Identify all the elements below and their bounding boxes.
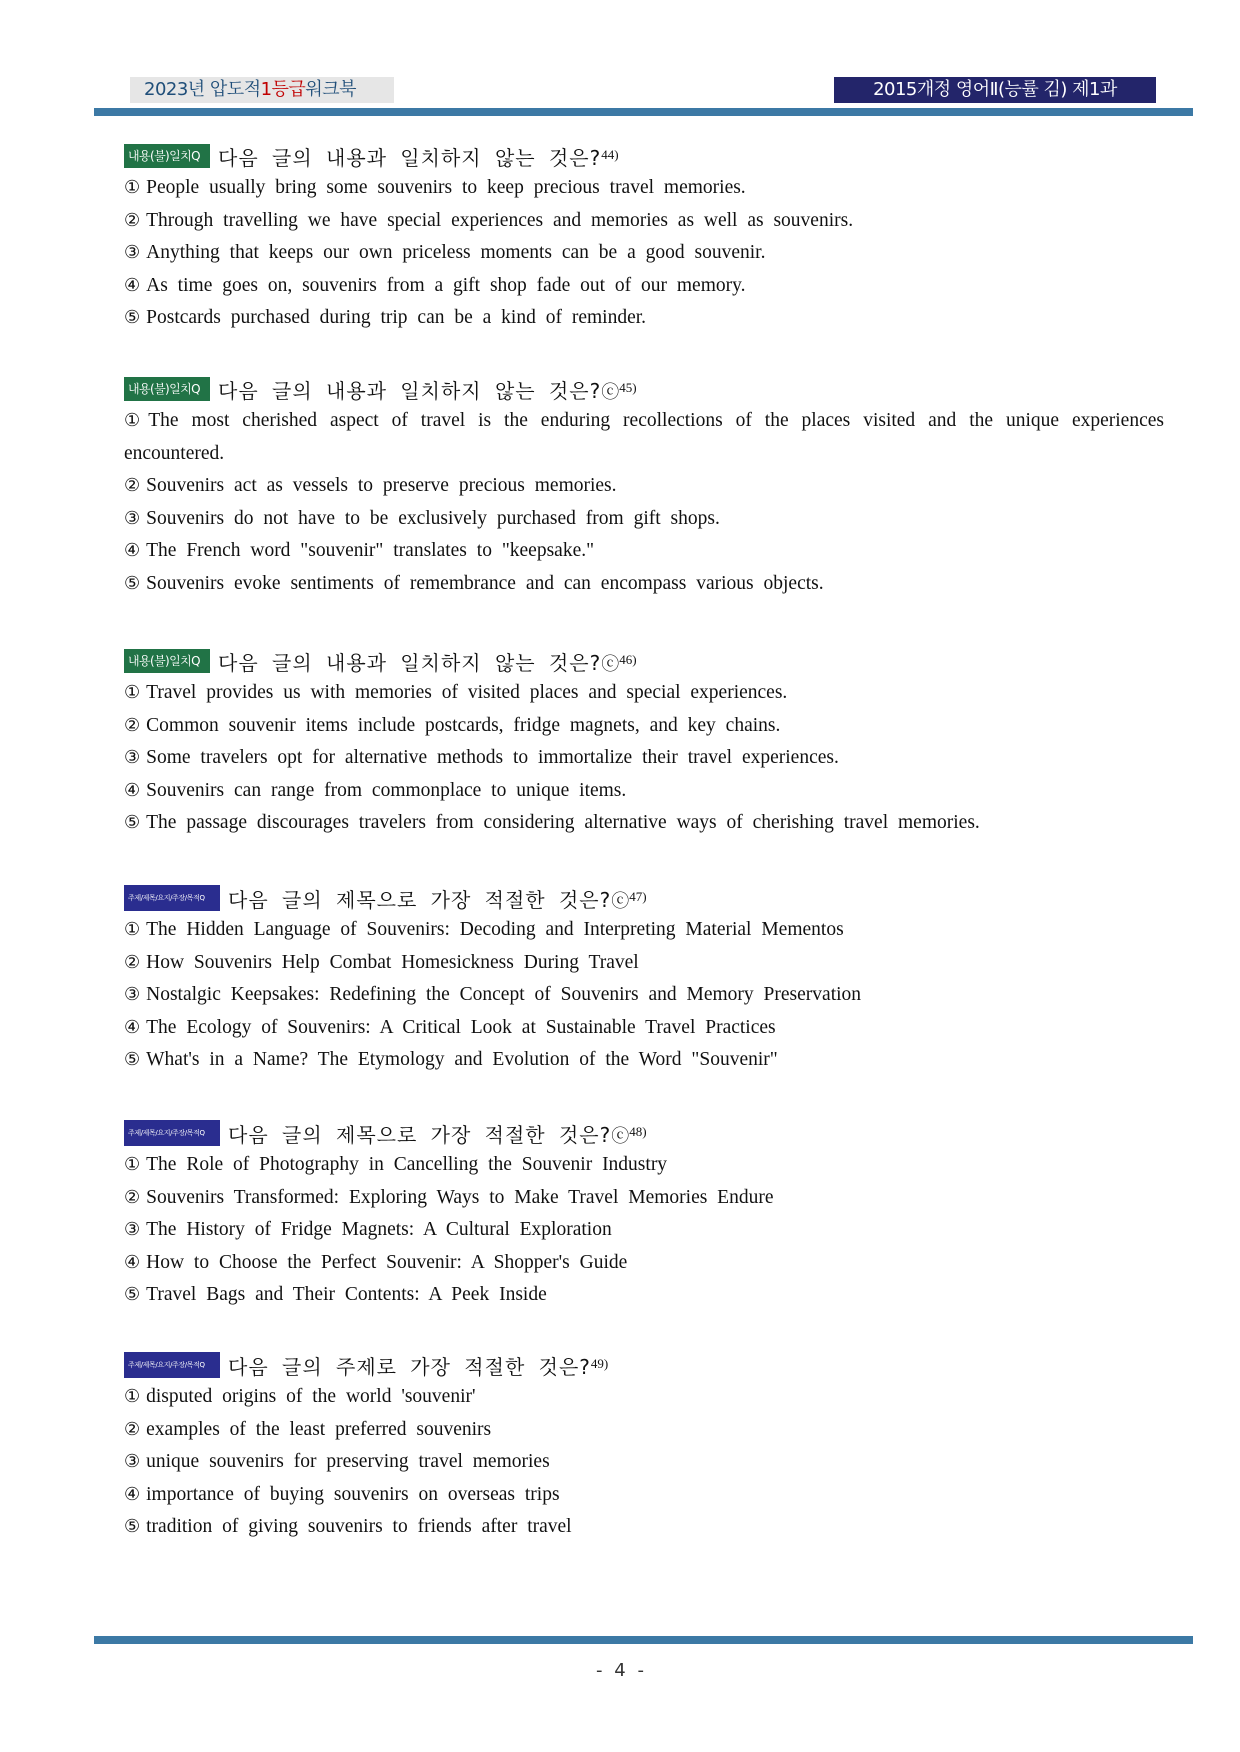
option-text: unique souvenirs for preserving travel memories — [146, 1451, 550, 1472]
question-prompt-text: 다음 글의 내용과 일치하지 않는 것은? — [218, 378, 602, 403]
option-text: The Hidden Language of Souvenirs: Decoding and Interpreting Material Mementos — [146, 919, 844, 940]
option — [124, 535, 1164, 568]
page-number: - 4 - — [596, 1660, 644, 1681]
option-number: ② — [124, 714, 141, 736]
option-number: ③ — [124, 1451, 141, 1472]
workbook-title-year: 2023년 압도적 — [144, 79, 261, 100]
option-number: ③ — [124, 507, 141, 529]
option-text: The History of Fridge Magnets: A Cultural Exploration — [146, 1219, 612, 1240]
option-number: ⑤ — [124, 1516, 141, 1537]
option-number: ② — [124, 1418, 141, 1440]
question-46 — [124, 645, 1164, 840]
option — [124, 172, 1164, 205]
question-header — [124, 1117, 1164, 1149]
option — [124, 710, 1164, 743]
option-number: ① — [124, 919, 141, 940]
option — [124, 503, 1164, 536]
option-text: Common souvenir items include postcards, fridge magnets, and key chains. — [146, 714, 781, 736]
question-prompt-text: 다음 글의 제목으로 가장 적절한 것은? — [228, 887, 612, 912]
circled-c-icon: ⓒ — [611, 1125, 630, 1147]
option-number: ④ — [124, 1016, 141, 1038]
question-prompt-text: 다음 글의 내용과 일치하지 않는 것은? — [218, 145, 602, 170]
option — [124, 1479, 1164, 1512]
option-number: ⑤ — [124, 1049, 141, 1070]
workbook-title-highlight: 1등급 — [260, 79, 306, 100]
circled-c-icon: ⓒ — [601, 381, 620, 403]
question-prompt-text: 다음 글의 내용과 일치하지 않는 것은? — [218, 650, 602, 675]
option-number: ⑤ — [124, 307, 141, 328]
question-prompt-text: 다음 글의 제목으로 가장 적절한 것은? — [228, 1122, 612, 1147]
option — [124, 302, 1164, 335]
header-divider — [94, 108, 1193, 116]
option-text: Souvenirs do not have to be exclusively purchased from gift shops. — [146, 507, 720, 529]
option-text: Anything that keeps our own priceless moments can be a good souvenir. — [146, 242, 766, 263]
footnote-number: 48) — [629, 1123, 647, 1139]
question-header — [124, 1349, 1164, 1381]
option-text: Souvenirs can range from commonplace to unique items. — [146, 779, 627, 801]
question-type-tag: 내용(불)일치Q — [124, 649, 210, 673]
option-text: Souvenirs Transformed: Exploring Ways to Make Travel Memories Endure — [146, 1186, 774, 1208]
option-text: How Souvenirs Help Combat Homesickness During Travel — [146, 951, 639, 973]
question-header — [124, 140, 1164, 172]
option — [124, 1012, 1164, 1045]
question-prompt — [228, 1351, 608, 1380]
option-text: importance of buying souvenirs on overseas trips — [146, 1483, 560, 1505]
option — [124, 1044, 1164, 1077]
option — [124, 205, 1164, 238]
option — [124, 1182, 1164, 1215]
option-number: ① — [124, 682, 141, 703]
option-text: The French word "souvenir" translates to "keepsake." — [146, 540, 595, 561]
question-prompt — [228, 884, 647, 913]
question-45 — [124, 373, 1164, 600]
option-number: ② — [124, 1186, 141, 1208]
option-text: examples of the least preferred souvenirs — [146, 1418, 492, 1440]
option-number: ③ — [124, 242, 141, 263]
option — [124, 1279, 1164, 1312]
option — [124, 568, 1164, 601]
footer-divider — [94, 1636, 1193, 1644]
option-text: Travel provides us with memories of visited places and special experiences. — [146, 682, 788, 703]
question-47 — [124, 882, 1164, 1077]
footnote-number: 45) — [619, 379, 637, 395]
option — [124, 270, 1164, 303]
option-text: Postcards purchased during trip can be a kind of reminder. — [146, 307, 647, 328]
option-text: People usually bring some souvenirs to keep precious travel memories. — [146, 177, 746, 198]
option — [124, 677, 1164, 710]
option — [124, 1446, 1164, 1479]
option-number: ⑤ — [124, 572, 141, 594]
option-text: Some travelers opt for alternative methods to immortalize their travel experiences. — [146, 747, 839, 768]
option-number: ④ — [124, 1483, 141, 1505]
option-number: ③ — [124, 1219, 141, 1240]
question-44 — [124, 140, 1164, 335]
option-number: ⑤ — [124, 1284, 141, 1305]
option-text: How to Choose the Perfect Souvenir: A Shopper's Guide — [146, 1251, 628, 1273]
option-number: ① — [124, 177, 141, 198]
option-text: The Ecology of Souvenirs: A Critical Look at Sustainable Travel Practices — [146, 1016, 776, 1038]
workbook-title-badge — [130, 77, 394, 103]
circled-c-icon: ⓒ — [601, 653, 620, 675]
question-type-tag: 내용(불)일치Q — [124, 144, 210, 168]
option-number: ⑤ — [124, 812, 141, 833]
option-text: The most cherished aspect of travel is the enduring recollections of the places visited and the unique experiences encountered. — [124, 410, 1164, 464]
footnote-number: 46) — [619, 651, 637, 667]
option — [124, 1149, 1164, 1182]
circled-c-icon: ⓒ — [611, 890, 630, 912]
question-header — [124, 645, 1164, 677]
option-number: ③ — [124, 747, 141, 768]
question-type-tag: 주제/제목/요지/주장/목적Q — [124, 1352, 220, 1378]
option-text: Travel Bags and Their Contents: A Peek Inside — [146, 1284, 547, 1305]
question-type-tag: 내용(불)일치Q — [124, 377, 210, 401]
option-text: Through travelling we have special experiences and memories as well as souvenirs. — [146, 209, 854, 231]
option-number: ② — [124, 209, 141, 231]
question-header — [124, 373, 1164, 405]
option — [124, 947, 1164, 980]
option-text: disputed origins of the world 'souvenir' — [146, 1386, 476, 1407]
option-number: ③ — [124, 984, 141, 1005]
option-number: ④ — [124, 540, 141, 561]
option — [124, 914, 1164, 947]
option-text: What's in a Name? The Etymology and Evolution of the Word "Souvenir" — [146, 1049, 778, 1070]
option-text: Souvenirs evoke sentiments of remembrance and can encompass various objects. — [146, 572, 824, 594]
question-prompt — [218, 142, 619, 171]
option — [124, 979, 1164, 1012]
footnote-number: 44) — [601, 146, 619, 162]
option-number: ④ — [124, 779, 141, 801]
option-number: ① — [124, 1386, 141, 1407]
question-header — [124, 882, 1164, 914]
option — [124, 470, 1164, 503]
option-number: ① — [124, 410, 143, 431]
option-text: tradition of giving souvenirs to friends after travel — [146, 1516, 572, 1537]
option — [124, 1214, 1164, 1247]
question-prompt-text: 다음 글의 주제로 가장 적절한 것은? — [228, 1354, 591, 1379]
option — [124, 742, 1164, 775]
option — [124, 1381, 1164, 1414]
question-49 — [124, 1349, 1164, 1544]
option — [124, 1247, 1164, 1280]
option-number: ② — [124, 475, 141, 496]
option — [124, 775, 1164, 808]
question-prompt — [218, 375, 637, 404]
option — [124, 807, 1164, 840]
footnote-number: 47) — [629, 888, 647, 904]
question-48 — [124, 1117, 1164, 1312]
option — [124, 237, 1164, 270]
question-prompt — [228, 1119, 647, 1148]
option-text: Souvenirs act as vessels to preserve precious memories. — [146, 475, 617, 496]
option-number: ② — [124, 951, 141, 973]
question-prompt — [218, 647, 637, 676]
option — [124, 1414, 1164, 1447]
option-number: ① — [124, 1154, 141, 1175]
option — [124, 405, 1164, 470]
question-type-tag: 주제/제목/요지/주장/목적Q — [124, 1120, 220, 1146]
question-type-tag: 주제/제목/요지/주장/목적Q — [124, 885, 220, 911]
course-lesson-badge: 2015개정 영어Ⅱ(능률 김) 제1과 — [834, 77, 1156, 103]
option-text: As time goes on, souvenirs from a gift shop fade out of our memory. — [146, 274, 746, 296]
option-text: The passage discourages travelers from considering alternative ways of cherishing travel memories. — [146, 812, 980, 833]
workbook-title-suffix: 워크북 — [305, 79, 356, 100]
option-number: ④ — [124, 1251, 141, 1273]
option-text: The Role of Photography in Cancelling the Souvenir Industry — [146, 1154, 668, 1175]
option — [124, 1511, 1164, 1544]
footnote-number: 49) — [590, 1355, 609, 1371]
option-text: Nostalgic Keepsakes: Redefining the Concept of Souvenirs and Memory Preservation — [146, 984, 862, 1005]
option-number: ④ — [124, 274, 141, 296]
